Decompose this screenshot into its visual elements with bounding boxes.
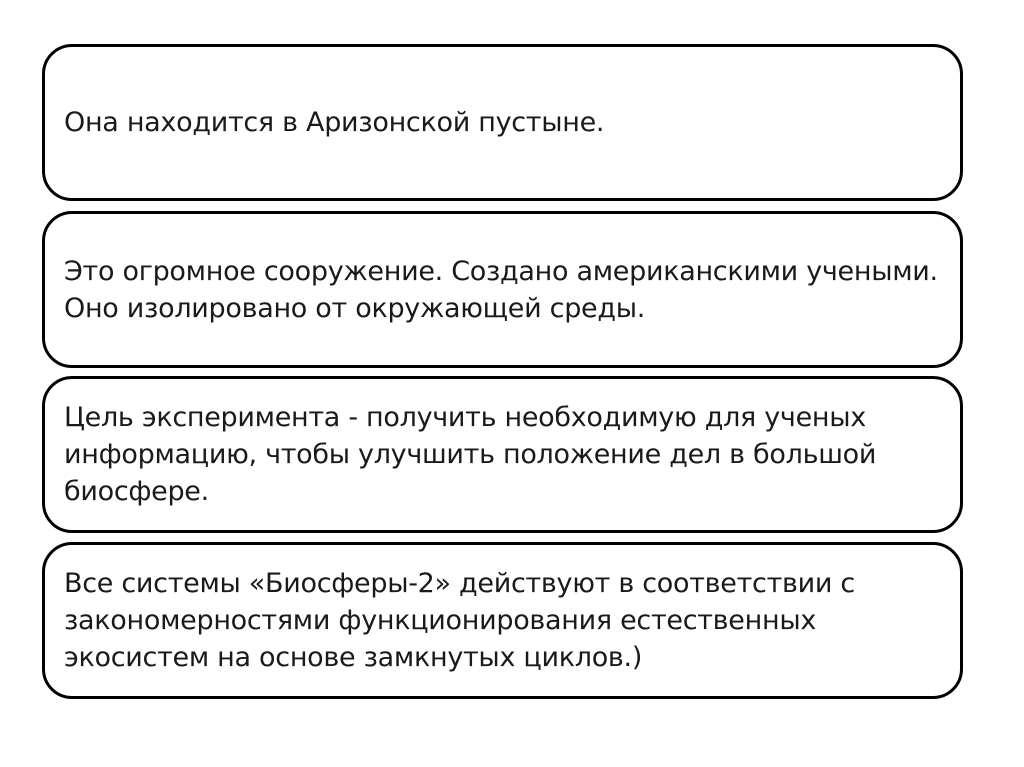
card-text: Все системы «Биосферы-2» действуют в соответствии с закономерностями функционирования естественных экосистем на основе замкнутых циклов.) [64,568,855,673]
info-card-systems [42,542,963,699]
card-text: Она находится в Аризонской пустыне. [64,107,605,138]
info-card-structure [42,211,963,368]
info-card-location [42,44,963,201]
card-text: Цель эксперимента - получить необходимую для ученых информацию, чтобы улучшить положение дел в большой биосфере. [64,402,877,507]
info-card-goal [42,376,963,533]
card-text: Это огромное сооружение. Создано американскими учеными. Оно изолировано от окружающей среды. [64,255,938,324]
